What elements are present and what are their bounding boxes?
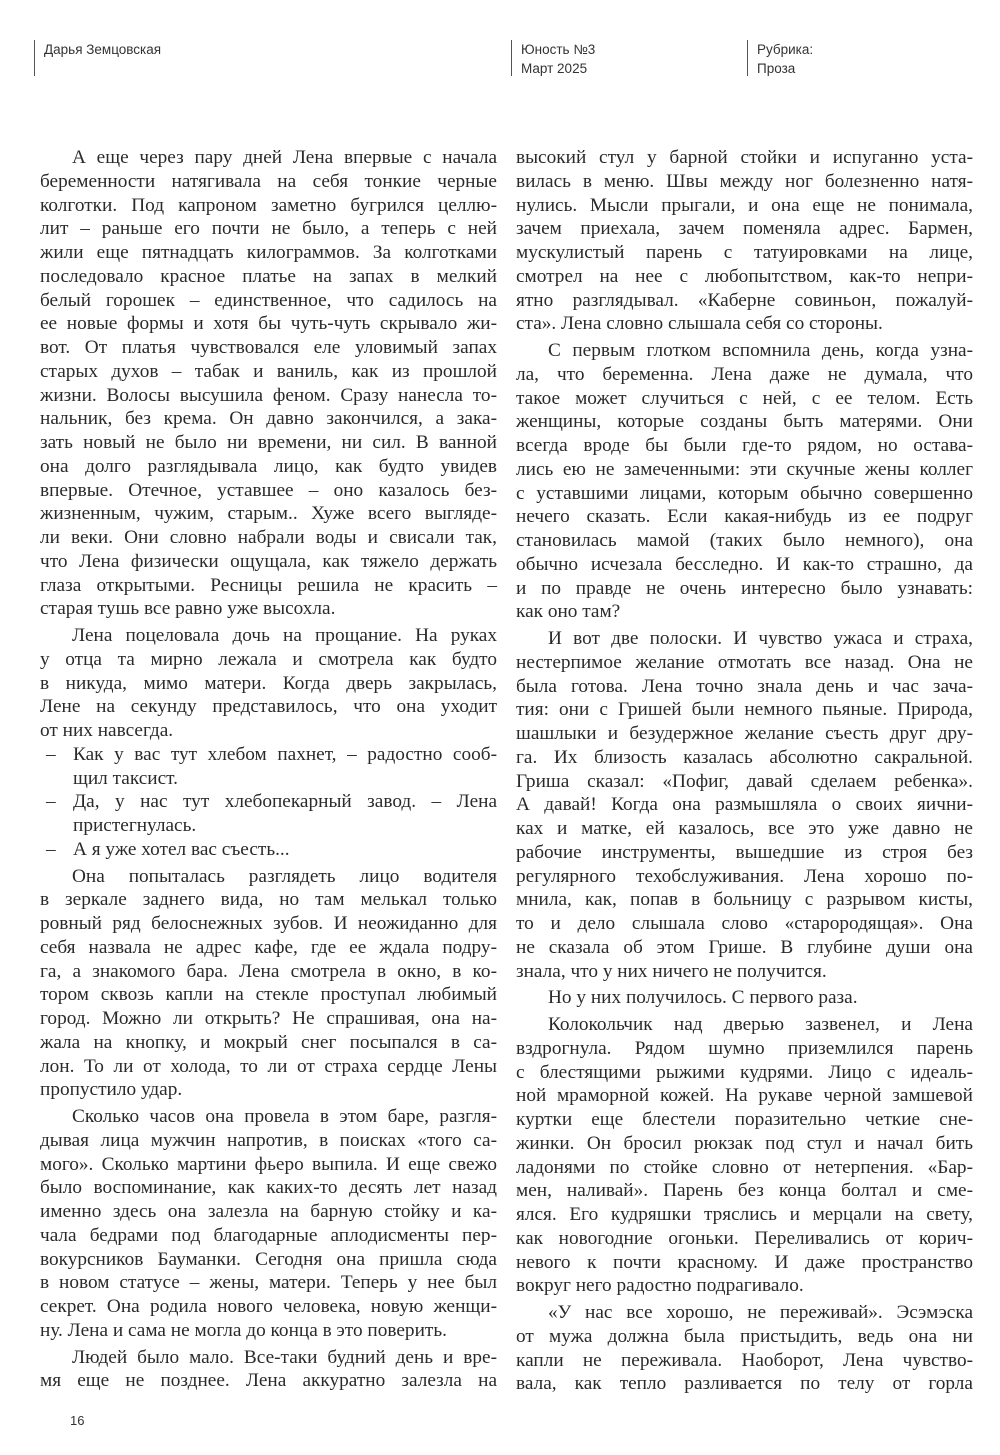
text-line: лит – раньше его почти не было, а теперь с ней [40, 218, 497, 240]
text-line: вокурсников Бауманки. Сегодня она пришла сюда [40, 1248, 497, 1270]
text-line: вокруг него радостно подрагивало. [516, 1275, 804, 1297]
text-line: старых духов – табак и ваниль, как из прошлой [40, 360, 497, 382]
text-line: Колокольчик над дверью зазвенел, и Лена [548, 1014, 973, 1035]
text-line: жизни. Волосы высушила феном. Сразу нанесла то- [40, 384, 497, 406]
dialogue-line [40, 743, 497, 791]
paragraph [516, 1013, 973, 1298]
dialogue-dash: – [46, 743, 56, 765]
text-line: жили еще пятнадцать килограммов. За колготками [40, 242, 497, 263]
text-line: тором сквозь капли на стекле проступал любимый [40, 984, 497, 1006]
text-column-left [40, 143, 497, 1393]
text-line: А я уже хотел вас съесть... [73, 838, 290, 860]
text-line: ладонями по стойке словно от нетерпения. «Бар- [516, 1156, 973, 1178]
text-line: Она попыталась разглядеть лицо водителя [72, 865, 497, 887]
text-line: нечего сказать. Если какая-нибудь из ее подруг [516, 506, 973, 528]
rubric-value: Проза [757, 61, 796, 76]
text-line: С первым глотком вспомнила день, когда узна- [548, 340, 973, 361]
header-author-block [34, 40, 161, 76]
text-line: вздрогнула. Рядом шумно приземлился парень [516, 1037, 973, 1059]
text-line: нестерпимое желание отмотать все назад. Она не [516, 651, 973, 673]
text-line: было воспоминание, как каких-то десять лет назад [40, 1177, 497, 1199]
text-line: как оно там? [516, 601, 621, 623]
text-line: Как у вас тут хлебом пахнет, – радостно сооб- [73, 743, 497, 765]
paragraph [516, 627, 973, 983]
text-line: беременности натягивала на себя тонкие черные [40, 170, 497, 192]
text-line: с уставшими лицами, которым обычно совершенно [516, 482, 973, 504]
text-line: Лене на секунду представилось, что она уходит [40, 696, 497, 718]
text-line: женщины, которые созданы быть матерями. Они [516, 411, 973, 433]
text-line: Лена поцеловала дочь на прощание. На руках [72, 625, 497, 646]
text-line: га, а знакомого бара. Лена смотрела в окно, в ко- [40, 960, 497, 982]
text-line: ну. Лена и сама не могла до конца в это поверить. [40, 1319, 447, 1341]
text-line: с блестящими рыжими кудрями. Лицо с идеаль- [516, 1061, 973, 1083]
text-line: у отца та мирно лежала и смотрела как будто [40, 648, 497, 670]
text-line: она долго разглядывала лицо, как будто увидев [40, 455, 497, 477]
text-line: щил таксист. [73, 767, 178, 789]
text-line: высокий стул у барной стойки и испуганно уста- [516, 147, 973, 168]
text-line: старая тушь все равно уже высохла. [40, 598, 336, 620]
text-line: нулись. Мысли прыгали, и она еще не понимала, [516, 194, 973, 216]
text-line: последовало красное платье на запах в мелкий [40, 265, 497, 287]
text-line: ли веки. Они словно набрали воды и свисали так, [40, 527, 497, 548]
text-line: капли не переживала. Наоборот, Лена чувство- [516, 1349, 973, 1371]
text-line: смотрел на нее с любопытством, как-то непри- [516, 265, 973, 287]
text-line: не сказала об этом Грише. В глубине души она [516, 936, 973, 958]
text-line: рабочие инструменты, вышедшие из строя без [516, 841, 973, 863]
text-column-right [516, 143, 973, 1396]
text-line: была готова. Лена точно знала день и час зача- [516, 675, 973, 697]
dialogue-dash: – [46, 838, 56, 860]
text-line: А еще через пару дней Лена впервые с начала [72, 147, 497, 168]
paragraph [40, 1346, 497, 1394]
paragraph [40, 865, 497, 1103]
text-line: шашлыки и безудержное желание съесть друг дру- [516, 723, 973, 744]
text-line: лись ею не замеченными: эти скучные жены коллег [516, 458, 973, 480]
text-line: глаза открытыми. Ресницы решила не красить – [40, 574, 497, 596]
text-line: в зеркале заднего вида, но там мелькал только [40, 889, 497, 911]
paragraph [516, 339, 973, 624]
text-line: знала, что у них ничего не получится. [516, 960, 827, 982]
text-line: Людей было мало. Все-таки будний день и вре- [72, 1346, 497, 1368]
paragraph [40, 146, 497, 621]
text-line: в новом статусе – жены, матери. Теперь у нее был [40, 1272, 497, 1294]
text-line: секрет. Она родила нового человека, новую женщи- [40, 1296, 497, 1317]
text-line: мен, наливай». Парень без конца болтал и сме- [516, 1180, 973, 1202]
text-line: город. Можно ли открыть? Не спрашивая, она на- [40, 1008, 497, 1029]
text-line: жала на кнопку, и мокрый снег посыпался в са- [40, 1031, 497, 1053]
text-line: себя назвала не адрес кафе, где ее ждала подру- [40, 936, 497, 958]
text-line: ной мраморной кожей. На рукаве черной замшевой [516, 1085, 973, 1107]
text-line: вилась в меню. Швы между ног болезненно натя- [516, 170, 973, 192]
text-line: именно здесь она залезла на барную стойку и ка- [40, 1201, 497, 1222]
text-line: регулярного техобслуживания. Лена хорошо по- [516, 865, 973, 887]
text-line: пристегнулась. [73, 815, 197, 836]
text-line: «У нас все хорошо, не переживай». Эсэмэска [548, 1302, 973, 1323]
text-line: такое может случиться с ней, с ее телом. Есть [516, 387, 973, 409]
magazine-issue: Юность №3 [521, 42, 596, 57]
paragraph [40, 1105, 497, 1343]
text-line: то и дело слышала слово «старородящая». Она [516, 913, 973, 934]
text-line: лон. То ли от холода, то ли от страха сердце Лены [40, 1055, 497, 1077]
text-line: белый горошек – единственное, что садилось на [40, 289, 497, 311]
paragraph [516, 146, 973, 336]
text-line: мнила, как, попав в больницу с разрывом кисты, [516, 889, 973, 911]
text-line: мого». Сколько мартини фьеро выпила. И еще свежо [40, 1153, 497, 1175]
text-line: ятно разглядывал. «Каберне совиньон, пожалуй- [516, 289, 973, 311]
issue-date: Март 2025 [521, 61, 588, 76]
text-line: ее новые формы и хотя бы чуть-чуть скрывало жи- [40, 313, 497, 335]
text-line: вот. От платья чувствовался еле уловимый запах [40, 337, 497, 358]
text-line: Гриша сказал: «Пофиг, давай сделаем ребенка». [516, 770, 973, 792]
text-line: нальник, без крема. Он давно закончился, а зака- [40, 408, 497, 430]
text-line: вала, как тепло разливается по телу от горла [516, 1373, 973, 1395]
text-line: в никуда, мимо матери. Когда дверь закрылась, [40, 672, 497, 694]
text-line: чала бедрами под благодарные аплодисменты пер- [40, 1224, 497, 1246]
text-line: Сколько часов она провела в этом баре, разгля- [72, 1106, 497, 1127]
text-line: ста». Лена словно слышала себя со стороны. [516, 313, 883, 335]
header-issue-block [511, 40, 595, 76]
text-line: что Лена физически ощущала, как тяжело держать [40, 550, 497, 572]
rubric-label: Рубрика: [757, 42, 814, 57]
dialogue-line [40, 790, 497, 838]
text-line: становилась мамой (таких было немного), она [516, 530, 973, 551]
text-line: Но у них получилось. С первого раза. [548, 987, 858, 1009]
author-name: Дарья Земцовская [44, 42, 162, 57]
text-line: пропустило удар. [40, 1079, 183, 1101]
dialogue-dash: – [46, 791, 56, 813]
text-line: ла, что беременна. Лена даже не думала, что [516, 363, 973, 385]
text-line: ялся. Его кудряшки тряслись и мерцали на свету, [516, 1204, 973, 1225]
text-line: ках и матке, ей казалось, все это уже давно не [516, 818, 973, 839]
text-line: дывая лица мужчин напротив, в поисках «того са- [40, 1129, 497, 1151]
text-line: жинки. Он бросил рюкзак под стул и начал бить [516, 1132, 973, 1154]
paragraph [516, 1301, 973, 1396]
text-line: га. Их близость казалась абсолютно сакральной. [516, 746, 973, 768]
text-line: зать новый не было ни времени, ни сил. В ванной [40, 432, 497, 453]
text-line: от мужа должна была пристыдить, ведь она ни [516, 1325, 973, 1347]
text-line: мускулистый парень с татуировками на лице, [516, 242, 973, 263]
dialogue-line [40, 838, 497, 862]
text-line: И вот две полоски. И чувство ужаса и страха, [548, 628, 973, 649]
text-line: всегда вроде бы были где-то рядом, но остава- [516, 435, 973, 456]
paragraph [516, 986, 973, 1010]
text-line: мя еще не позднее. Лена аккуратно залезла на [40, 1370, 497, 1392]
text-line: как новогодние огоньки. Переливались от корич- [516, 1227, 973, 1249]
text-line: зачем приехала, зачем поменяла адрес. Бармен, [516, 218, 973, 240]
text-line: невого к почти красному. И даже пространство [516, 1251, 973, 1273]
text-line: и по правде не очень интересно было узнавать: [516, 577, 973, 599]
text-line: жизненным, чужим, старым.. Хуже всего выгляде- [40, 503, 497, 525]
text-line: впервые. Отечное, уставшее – оно казалось без- [40, 479, 497, 501]
text-line: А давай! Когда она размышляла о своих яични- [516, 794, 973, 816]
text-line: куртки еще блестели поразительно четкие сне- [516, 1109, 973, 1130]
text-line: Да, у нас тут хлебопекарный завод. – Лена [73, 791, 497, 813]
text-line: тия: они с Гришей были немного пьяные. Природа, [516, 699, 973, 721]
text-line: колготки. Под капроном заметно бугрился целлю- [40, 194, 497, 216]
paragraph [40, 624, 497, 743]
page-number: 16 [70, 1413, 85, 1428]
text-line: от них навсегда. [40, 720, 174, 741]
header-rubric-block [747, 40, 813, 76]
text-line: обычно исчезала бесследно. И как-то страшно, да [516, 553, 973, 575]
text-line: ровный ряд белоснежных зубов. И неожиданно для [40, 913, 497, 934]
